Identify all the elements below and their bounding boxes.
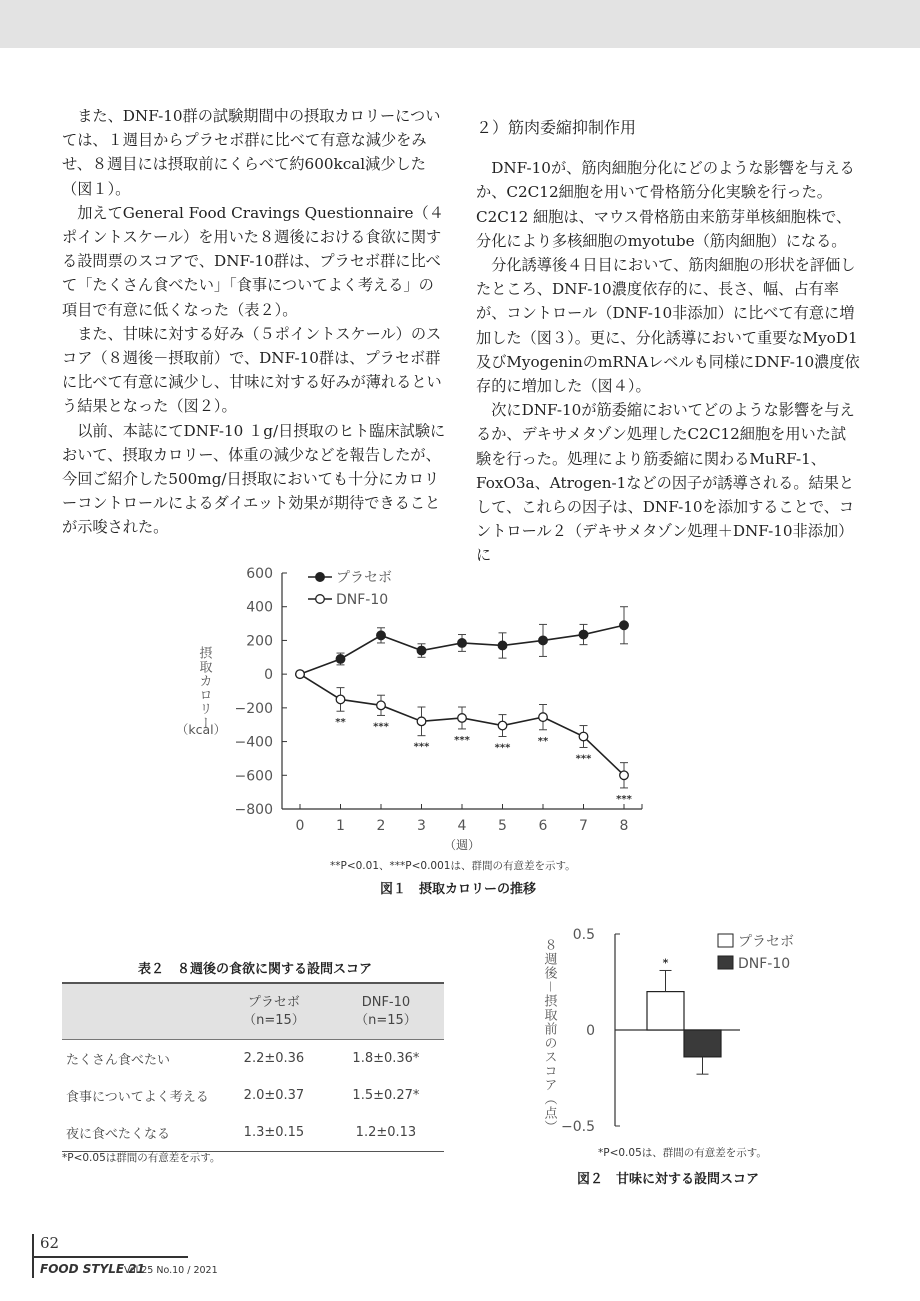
body-paragraph: 分化誘導後４日目において、筋肉細胞の形状を評価したところ、DNF-10濃度依存的に、長さ、幅、占有率が、コントロール（DNF-10非添加）に比べて有意に増加した（図３）。更に、分化誘導において重要なMyoD1及びMyogeninのmRNAレベルも同様にDNF-10濃度依存的に増加した（図４）。 — [476, 256, 860, 396]
issue-info: Vol.25 No.10 / 2021 — [124, 1265, 218, 1276]
legend-label: プラセボ — [738, 934, 794, 950]
body-paragraph: また、甘味に対する好み（５ポイントスケール）のスコア（８週後－摂取前）で、DNF-10群は、プラセボ群に比べて有意に減少し、甘味に対する好みが薄れるという結果となった（図２）。 — [62, 324, 442, 416]
footer-rule — [32, 1256, 188, 1258]
figure1-line-chart — [170, 560, 670, 865]
y-tick-label: 0 — [264, 667, 273, 684]
body-paragraph: 次にDNF-10が筋委縮においてどのような影響を与えるか、デキサメタゾン処理したC2C12細胞を用いた試験を行った。処理により筋委縮に関わるMuRF-1、FoxO3a、Atrogen-1などの因子が誘導される。結果として、これらの因子は、DNF-10を添加することで、コントロール２（デキサメタゾン処理＋DNF-10非添加）に — [476, 401, 855, 565]
legend-marker — [316, 595, 325, 604]
right-text-column — [476, 104, 860, 568]
placebo-point — [579, 630, 588, 639]
placebo-point — [417, 646, 426, 655]
significance-mark: * — [662, 956, 669, 970]
placebo-point — [620, 621, 629, 630]
left-text-column — [62, 104, 448, 540]
column-n: （n=15） — [243, 1013, 305, 1028]
x-tick-label: 6 — [538, 818, 548, 834]
significance-mark: ** — [537, 735, 549, 747]
dnf-point — [498, 721, 507, 730]
y-tick-label: −800 — [234, 802, 273, 818]
x-tick-label: 4 — [457, 818, 467, 834]
placebo-point — [458, 639, 467, 648]
legend-label: DNF-10 — [336, 592, 389, 608]
dnf-value: 1.5±0.27* — [352, 1088, 420, 1103]
page-number: 62 — [40, 1234, 60, 1252]
table-row — [62, 1077, 444, 1114]
dnf-point — [458, 714, 467, 723]
y-tick-label: −0.5 — [561, 1119, 595, 1135]
significance-mark: *** — [616, 793, 632, 805]
dnf-value: 1.8±0.36* — [352, 1051, 420, 1066]
table-header-placebo — [220, 983, 328, 1040]
legend-label: プラセボ — [336, 570, 392, 586]
y-tick-label: −600 — [234, 768, 273, 785]
figure2-note: *P<0.05は、群間の有意差を示す。 — [598, 1147, 767, 1159]
x-tick-label: 5 — [498, 818, 507, 834]
significance-mark: *** — [373, 721, 389, 733]
placebo-point — [377, 631, 386, 640]
placebo-point — [336, 655, 345, 664]
placebo-value: 2.0±0.37 — [243, 1088, 305, 1103]
dnf-point — [296, 670, 305, 679]
significance-mark: *** — [413, 741, 430, 753]
x-axis-label: （週） — [443, 838, 481, 852]
legend-swatch — [718, 934, 733, 947]
x-tick-label: 0 — [295, 818, 305, 834]
figure2-caption: 図２ 甘味に対する設問スコア — [577, 1172, 760, 1187]
figure1-note: **P<0.01、***P<0.001は、群間の有意差を示す。 — [330, 860, 576, 872]
y-tick-label: 200 — [246, 633, 273, 650]
row-label: たくさん食べたい — [66, 1053, 171, 1068]
table2-title: 表２ ８週後の食欲に関する設問スコア — [138, 962, 373, 977]
table-row — [62, 1040, 444, 1078]
figure2-bar-chart — [530, 920, 830, 1145]
body-paragraph: 以前、本誌にてDNF-10 １g/日摂取のヒト臨床試験において、摂取カロリー、体重の減少などを報告したが、今回ご紹介した500mg/日摂取においても十分にカロリーコントロールによるダイエット効果が期待できることが示唆された。 — [62, 421, 446, 537]
body-paragraph: DNF-10が、筋肉細胞分化にどのような影響を与えるか、C2C12細胞を用いて骨格筋分化実験を行った。C2C12 細胞は、マウス骨格筋由来筋芽単核細胞株で、分化により多核細胞のmyotube（筋肉細胞）になる。 — [476, 159, 855, 250]
y-tick-label: 600 — [246, 566, 273, 582]
figure1-caption: 図１ 摂取カロリーの推移 — [380, 882, 537, 897]
y-axis-unit: （kcal） — [175, 722, 227, 737]
y-tick-label: −200 — [234, 700, 273, 717]
column-n: （n=15） — [355, 1013, 417, 1028]
body-paragraph: 加えてGeneral Food Cravings Questionnaire（４ポイントスケール）を用いた８週後における食欲に関する設問票のスコアで、DNF-10群は、プラセボ群に比べて「たくさん食べたい」「食事についてよく考える」の項目で有意に低くなった（表２）。 — [62, 203, 444, 319]
placebo-point — [498, 641, 507, 650]
x-tick-label: 1 — [336, 818, 345, 834]
body-paragraph: また、DNF-10群の試験期間中の摂取カロリーについては、１週目からプラセボ群に比べて有意な減少をみせ、８週目には摂取前にくらべて約600kcal減少した（図１）。 — [62, 107, 441, 198]
column-name: プラセボ — [247, 995, 300, 1010]
legend-swatch — [718, 956, 733, 969]
table-header-empty — [62, 983, 220, 1040]
y-tick-label: 400 — [246, 599, 273, 616]
dnf-point — [377, 701, 386, 710]
x-tick-label: 7 — [579, 818, 588, 834]
y-tick-label: 0.5 — [572, 927, 595, 943]
placebo-point — [539, 636, 548, 645]
y-tick-label: −400 — [234, 734, 273, 751]
placebo-bar — [647, 992, 684, 1030]
dnf-point — [620, 771, 629, 780]
significance-mark: ** — [335, 717, 346, 729]
column-name: DNF-10 — [361, 995, 411, 1010]
dnf-point — [539, 713, 548, 722]
top-gray-band — [0, 0, 920, 48]
dnf-point — [417, 717, 426, 726]
y-tick-label: 0 — [586, 1023, 595, 1039]
table2 — [62, 982, 444, 1152]
x-tick-label: 2 — [376, 818, 386, 834]
dnf-point — [336, 695, 345, 704]
significance-mark: *** — [494, 742, 511, 754]
section-title: ２）筋肉委縮抑制作用 — [476, 118, 637, 137]
x-tick-label: 3 — [417, 818, 426, 834]
placebo-value: 2.2±0.36 — [243, 1051, 305, 1066]
x-tick-label: 8 — [619, 818, 629, 834]
table-header-row — [62, 983, 444, 1040]
significance-mark: *** — [575, 753, 592, 765]
placebo-value: 1.3±0.15 — [220, 1114, 328, 1152]
y-axis-label: ８週後－摂取前のスコア（点） — [541, 938, 557, 1135]
y-axis-label: 摂取カロリー — [196, 646, 212, 730]
dnf-value: 1.2±0.13 — [328, 1114, 444, 1152]
dnf-bar — [684, 1030, 721, 1057]
legend-label: DNF-10 — [738, 956, 791, 972]
legend-marker — [316, 573, 325, 582]
table-header-dnf — [328, 983, 444, 1040]
significance-mark: *** — [454, 734, 470, 746]
dnf-point — [579, 732, 588, 741]
row-label: 夜に食べたくなる — [62, 1114, 220, 1152]
magazine-logo: FOOD STYLE 21 — [40, 1262, 145, 1276]
row-label: 食事についてよく考える — [66, 1090, 209, 1105]
table-row — [62, 1114, 444, 1152]
table2-note: *P<0.05は群間の有意差を示す。 — [62, 1152, 221, 1164]
